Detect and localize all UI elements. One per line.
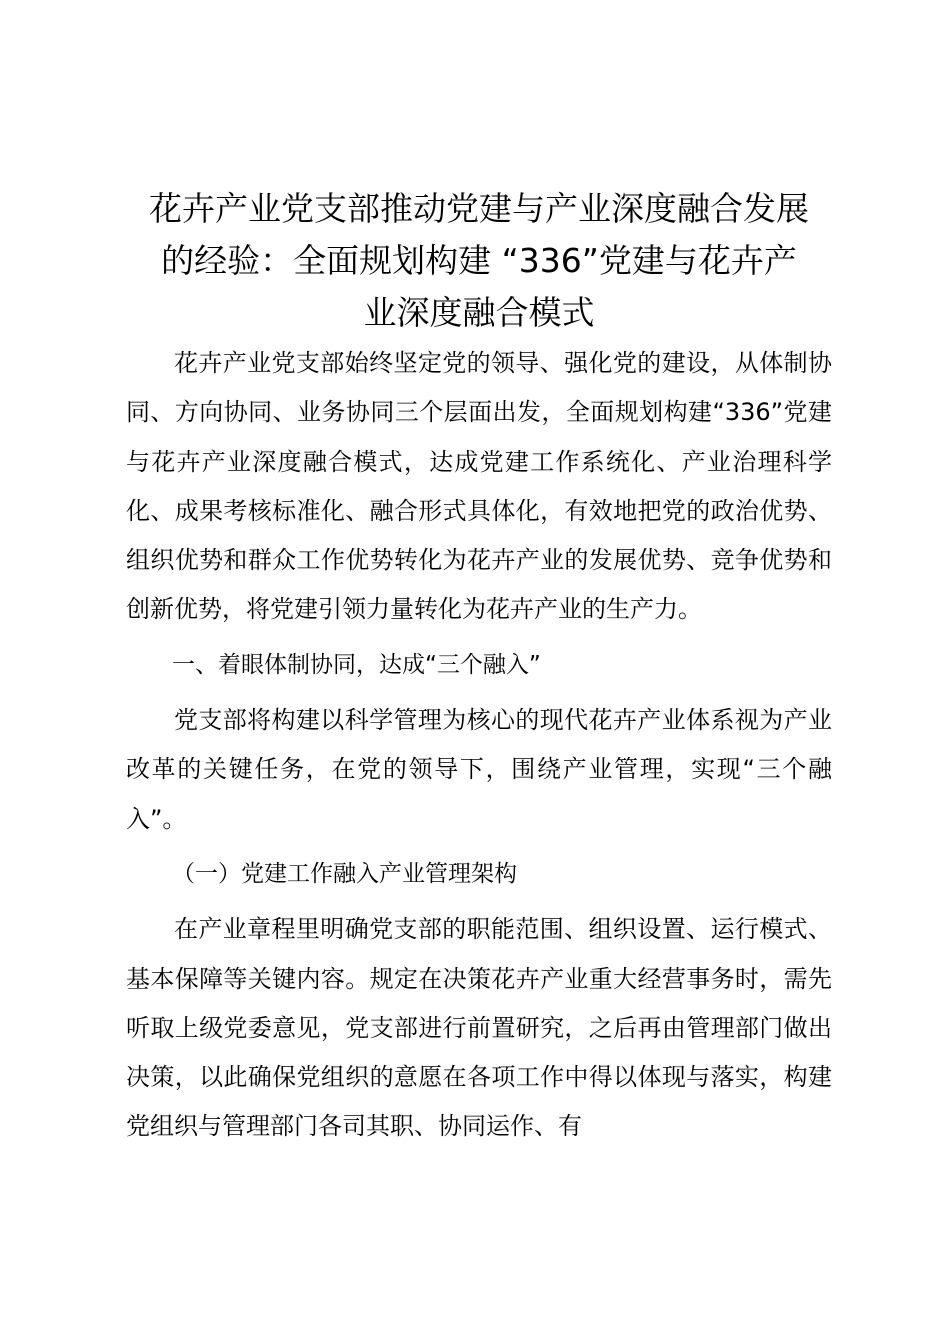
intro-paragraph: 花卉产业党支部始终坚定党的领导、强化党的建设，从体制协同、方向协同、业务协同三个层面出发，全面规划构建“336”党建与花卉产业深度融合模式，达成党建工作系统化、产业治理科学化、成果考核标准化、融合形式具体化，有效地把党的政治优势、组织优势和群众工作优势转化为花卉产业的发展优势、竞争优势和创新优势，将党建引领力量转化为花卉产业的生产力。: [126, 349, 832, 624]
document-page: [126, 183, 832, 1152]
section-1-paragraph: 党支部将构建以科学管理为核心的现代花卉产业体系视为产业改革的关键任务，在党的领导下，围绕产业管理，实现“三个融入”。: [126, 706, 832, 833]
subsection-1-paragraph: 在产业章程里明确党支部的职能范围、组织设置、运行模式、基本保障等关键内容。规定在决策花卉产业重大经营事务时，需先听取上级党委意见，党支部进行前置研究，之后再由管理部门做出决策，以此确保党组织的意愿在各项工作中得以体现与落实，构建党组织与管理部门各司其职、协同运作、有: [126, 915, 832, 1141]
subsection-heading-1: （一）党建工作融入产业管理架构: [172, 860, 517, 887]
title-line-1: 花卉产业党支部推动党建与产业深度融合发展: [149, 189, 809, 228]
document-title: [126, 183, 832, 339]
section-heading-1: 一、着眼体制协同，达成“三个融入”: [172, 651, 541, 678]
title-line-2: 的经验：全面规划构建 “336”党建与花卉产: [161, 241, 797, 280]
title-line-3: 业深度融合模式: [363, 293, 595, 332]
